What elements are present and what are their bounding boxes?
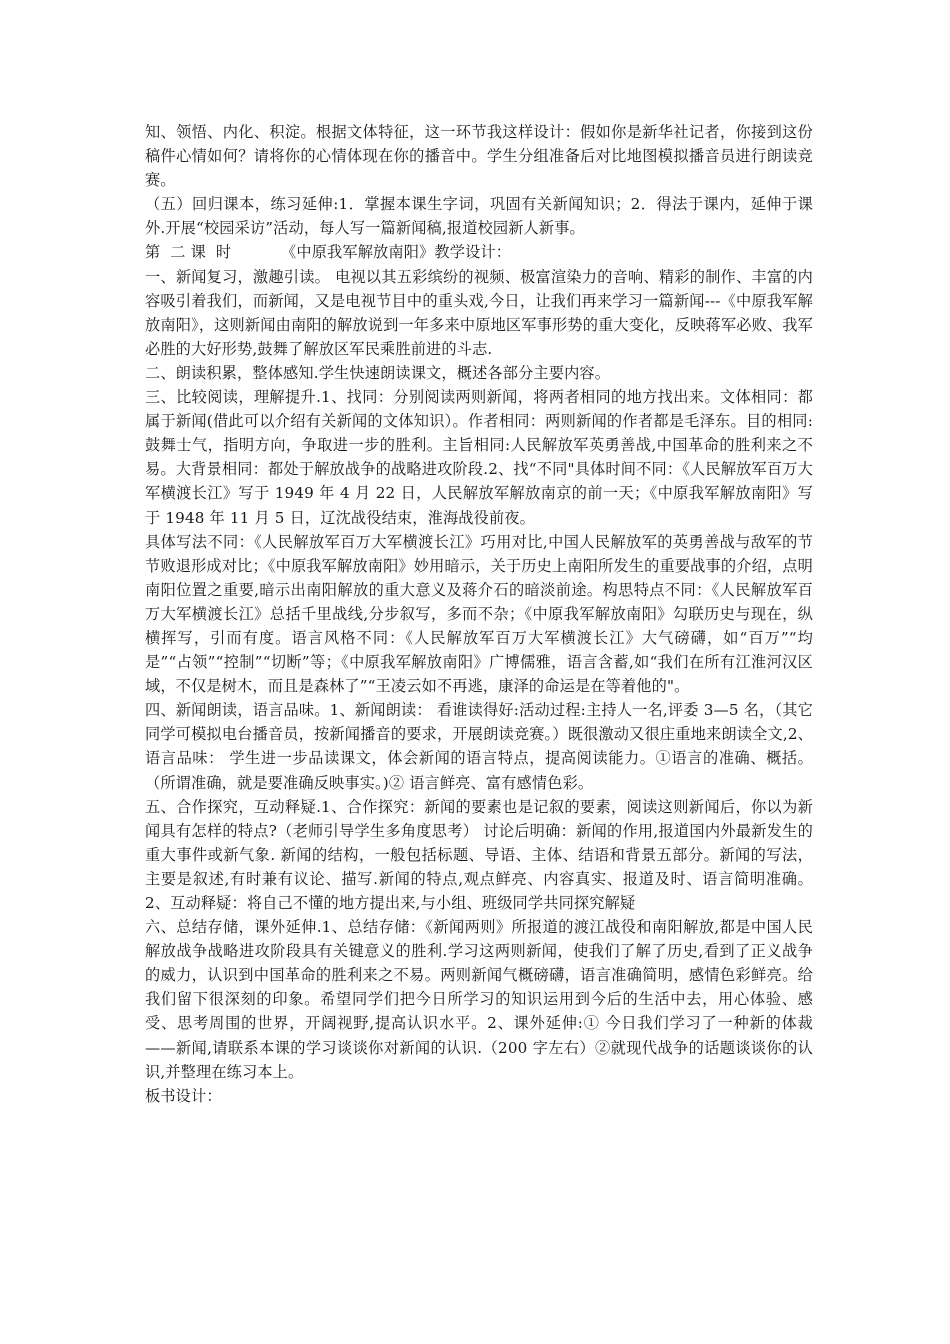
section-heading-second-lesson: 第 二 课 时 《中原我军解放南阳》教学设计：: [145, 243, 512, 262]
document-page: [145, 120, 813, 1108]
paragraph-step-four-reading-aloud: 四、新闻朗读，语言品味。1、新闻朗读： 看谁读得好:活动过程:主持人一名,评委 3—5 名，（其它同学可模拟电台播音员，按新闻播音的要求，开展朗读竞赛。）既很激动又很庄重地来朗读全文,2、语言品味： 学生进一步品读课文，体会新闻的语言特点，提高阅读能力。①语言的准确、概括。（所谓准确，就是要准确反映事实。)② 语言鲜亮、富有感情色彩。: [145, 701, 813, 792]
paragraph-intro-continuation: 知、领悟、内化、积淀。根据文体特征，这一环节我这样设计：假如你是新华社记者，你接到这份稿件心情如何？请将你的心情体现在你的播音中。学生分组准备后对比地图模拟播音员进行朗读竞赛。: [145, 123, 813, 190]
paragraph-step-five-inquiry: 五、合作探究，互动释疑.1、合作探究：新闻的要素也是记叙的要素，阅读这则新闻后，你以为新闻具有怎样的特点?（老师引导学生多角度思考） 讨论后明确：新闻的作用,报道国内外最新发生的重大事件或新气象. 新闻的结构，一般包括标题、导语、主体、结语和背景五部分。新闻的写法，主要是叙述,有时兼有议论、描写.新闻的特点,观点鲜亮、内容真实、报道及时、语言简明准确。2、互动释疑：将自己不懂的地方提出来,与小组、班级同学共同探究解疑: [145, 797, 813, 912]
paragraph-step-five: （五）回归课本，练习延伸:1．掌握本课生字词，巩固有关新闻知识；2．得法于课内，延伸于课外.开展“校园采访”活动，每人写一篇新闻稿,报道校园新人新事。: [145, 195, 813, 238]
paragraph-step-one-news-review: 一、新闻复习，激趣引读。 电视以其五彩缤纷的视频、极富渲染力的音响、精彩的制作、丰富的内容吸引着我们，而新闻，又是电视节目中的重头戏,今日，让我们再来学习一篇新闻---《中原我军解放南阳》，这则新闻由南阳的解放说到一年多来中原地区军事形势的重大变化，反映蒋军必败、我军必胜的大好形势,鼓舞了解放区军民乘胜前进的斗志.: [145, 267, 813, 358]
paragraph-step-two-reading: 二、朗读积累，整体感知.学生快速朗读课文，概述各部分主要内容。: [145, 363, 611, 382]
paragraph-step-six-summary: 六、总结存储，课外延伸.1、总结存储：《新闻两则》所报道的渡江战役和南阳解放,都是中国人民解放战争战略进攻阶段具有关键意义的胜利.学习这两则新闻，使我们了解了历史,看到了正义战争的威力，认识到中国革命的胜利来之不易。两则新闻气概磅礴，语言准确简明，感情色彩鲜亮。给我们留下很深刻的印象。希望同学们把今日所学习的知识运用到今后的生活中去，用心体验、感受、思考周围的世界，开阔视野,提高认识水平。2、课外延伸:① 今日我们学习了一种新的体裁——新闻,请联系本课的学习谈谈你对新闻的认识.（200 字左右）②就现代战争的话题谈谈你的认识,并整理在练习本上。: [145, 918, 813, 1081]
paragraph-board-design: 板书设计：: [145, 1086, 222, 1105]
paragraph-step-three-comparison: 三、比较阅读，理解提升.1、找同：分别阅读两则新闻，将两者相同的地方找出来。文体相同：都属于新闻(借此可以介绍有关新闻的文体知识）。作者相同：两则新闻的作者都是毛泽东。目的相同:鼓舞士气，指明方向，争取进一步的胜利。主旨相同:人民解放军英勇善战,中国革命的胜利来之不易。大背景相同：都处于解放战争的战略进攻阶段.2、找“不同"具体时间不同：《人民解放军百万大军横渡长江》写于 1949 年 4 月 22 日，人民解放军解放南京的前一天；《中原我军解放南阳》写于 1948 年 11 月 5 日，辽沈战役结束，淮海战役前夜。: [145, 388, 813, 527]
paragraph-writing-differences: 具体写法不同：《人民解放军百万大军横渡长江》巧用对比,中国人民解放军的英勇善战与敌军的节节败退形成对比；《中原我军解放南阳》妙用暗示，关于历史上南阳所发生的重要战事的介绍，点明南阳位置之重要,暗示出南阳解放的重大意义及蒋介石的暗淡前途。构思特点不同：《人民解放军百万大军横渡长江》总括千里战线,分步叙写，多而不杂；《中原我军解放南阳》勾联历史与现在，纵横挥写，引而有度。语言风格不同：《人民解放军百万大军横渡长江》大气磅礴，如“百万”“均是”“占领”“控制”“切断”等；《中原我军解放南阳》广博儒雅，语言含蓄,如“我们在所有江淮河汉区域，不仅是树木，而且是森林了”“王凌云如不再逃，康泽的命运是在等着他的"。: [145, 532, 813, 696]
